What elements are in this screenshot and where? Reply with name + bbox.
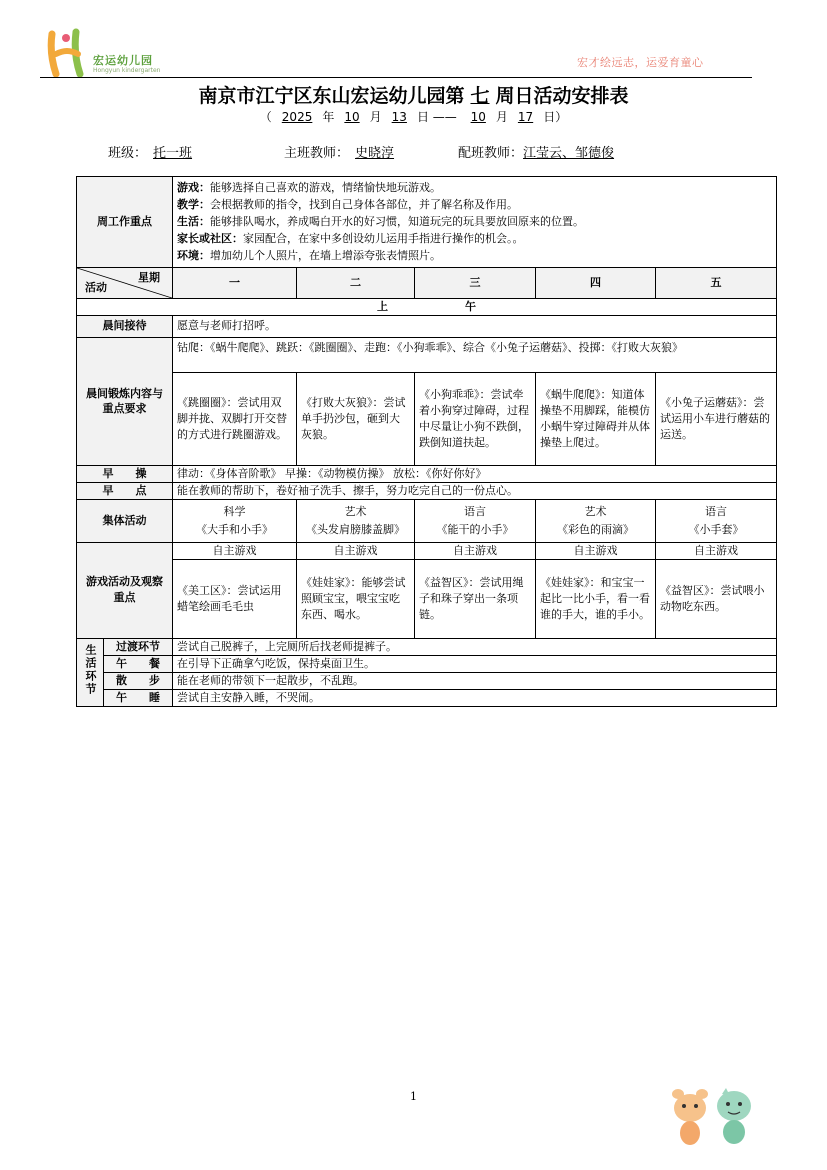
page-title: 南京市江宁区东山宏运幼儿园第 七 周日活动安排表 [198,85,629,107]
day-wed: 三 [415,268,536,299]
games-fri: 《益智区》：尝试喂小动物吃东西。 [656,559,777,638]
week-number: 七 [470,85,490,107]
games-type-row [77,542,777,559]
games-detail-row [77,559,777,638]
life-lunch-label: 午 餐 [104,655,173,672]
morning-exercise-text: 律动：《身体音阶歌》 早操：《动物模仿操》 放松：《你好你好》 [173,465,777,482]
games-mon: 《美工区》：尝试运用蜡笔绘画毛毛虫 [173,559,297,638]
exercise-summary: 钻爬：《蜗牛爬爬》、跳跃：《跳圈圈》、走跑：《小狗乖乖》、综合《小兔子运蘑菇》、投掷：《打败大灰狼》 [173,337,777,372]
slogan: 宏才绘远志，运爱育童心 [577,56,704,69]
group-label: 集体活动 [77,499,173,542]
header-divider [40,77,752,78]
group-mon: 科学 《大手和小手》 [173,499,297,542]
logo-name: 宏运幼儿园 [93,54,153,67]
focus-label: 周工作重点 [77,177,173,268]
snack-label: 早 点 [77,482,173,499]
class-value: 托一班 [153,146,193,161]
games-label: 游戏活动及观察重点 [77,542,173,638]
life-nap-label: 午 睡 [104,689,173,706]
exercise-fri: 《小兔子运蘑菇》：尝试运用小车进行蘑菇的运送。 [656,372,777,465]
morning-exercise-row [77,465,777,482]
day-fri: 五 [656,268,777,299]
group-tue: 艺术 《头发肩膀膝盖脚》 [297,499,415,542]
mascot-illustration [668,1078,760,1148]
group-thu: 艺术 《彩色的雨滴》 [536,499,656,542]
reception-text: 愿意与老师打招呼。 [173,315,777,337]
games-tue: 《娃娃家》：能够尝试照顾宝宝，喂宝宝吃东西、喝水。 [297,559,415,638]
life-walk-text: 能在老师的带领下一起散步，不乱跑。 [173,672,777,689]
exercise-tue: 《打败大灰狼》：尝试单手扔沙包，砸到大灰狼。 [297,372,415,465]
morning-exercise-label: 早 操 [77,465,173,482]
day-mon: 一 [173,268,297,299]
exercise-label: 晨间锻炼内容与重点要求 [77,337,173,465]
assistant-teacher: 配班教师：江莹云、邹德俊 [458,146,615,161]
exercise-wed: 《小狗乖乖》：尝试牵着小狗穿过障碍，过程中尽量让小狗不跌倒，跌倒知道扶起。 [415,372,536,465]
reception-row [77,315,777,337]
exercise-mon: 《跳圈圈》：尝试用双脚并拢、双脚打开交替的方式进行跳圈游戏。 [173,372,297,465]
life-lunch-text: 在引导下正确拿勺吃饭，保持桌面卫生。 [173,655,777,672]
assistant-teacher-value: 江莹云、邹德俊 [523,146,615,161]
morning-label: 上 午 [77,299,777,316]
day-thu: 四 [536,268,656,299]
page-number: 1 [410,1090,417,1103]
games-type-mon: 自主游戏 [173,542,297,559]
games-type-thu: 自主游戏 [536,542,656,559]
life-transition-text: 尝试自己脱裤子，上完厕所后找老师提裤子。 [173,638,777,655]
focus-content: 游戏：能够选择自己喜欢的游戏，情绪愉快地玩游戏。 教学：会根据教师的指令，找到自己身体各部位，并了解名称及作用。 生活：能够排队喝水，养成喝白开水的好习惯，知道玩完的玩具要放回原来的位置。 家长或社区：家园配合，在家中多创设幼儿运用手指进行操作的机会。。 环境：增加幼儿个人照片，在墙上增添夸张表情照片。 [173,177,777,268]
games-type-tue: 自主游戏 [297,542,415,559]
games-thu: 《娃娃家》：和宝宝一起比一比小手，看一看谁的手大，谁的手小。 [536,559,656,638]
life-label: 生活环节 [77,638,104,706]
games-type-wed: 自主游戏 [415,542,536,559]
head-teacher: 主班教师： 史晓淳 [284,142,400,161]
life-transition-label: 过渡环节 [104,638,173,655]
life-row-nap [77,689,777,706]
life-row-lunch [77,655,777,672]
schedule-table [76,176,777,707]
exercise-thu: 《蜗牛爬爬》：知道体操垫不用脚踩，能模仿小蜗牛穿过障碍并从体操垫上爬过。 [536,372,656,465]
life-row-walk [77,672,777,689]
focus-row [77,177,777,268]
date-range: （ 2025 年 10 月 13 日 —— 10 月 17 日） [259,110,568,124]
exercise-summary-row [77,337,777,372]
games-type-fri: 自主游戏 [656,542,777,559]
logo-subtitle: Hongyun kindergarten [93,67,161,74]
life-row-transition [77,638,777,655]
group-row [77,499,777,542]
diagonal-header: 星期 活动 [77,268,173,299]
exercise-days-row [77,372,777,465]
reception-label: 晨间接待 [77,315,173,337]
life-walk-label: 散 步 [104,672,173,689]
day-tue: 二 [297,268,415,299]
head-teacher-value: 史晓淳 [355,146,395,161]
week-header-row [77,268,777,299]
group-fri: 语言 《小手套》 [656,499,777,542]
morning-row [77,299,777,316]
class-info: 班级： 托一班 [108,142,198,161]
life-nap-text: 尝试自主安静入睡，不哭闹。 [173,689,777,706]
games-wed: 《益智区》：尝试用绳子和珠子穿出一条项链。 [415,559,536,638]
snack-row [77,482,777,499]
snack-text: 能在教师的帮助下，卷好袖子洗手、擦手，努力吃完自己的一份点心。 [173,482,777,499]
group-wed: 语言 《能干的小手》 [415,499,536,542]
